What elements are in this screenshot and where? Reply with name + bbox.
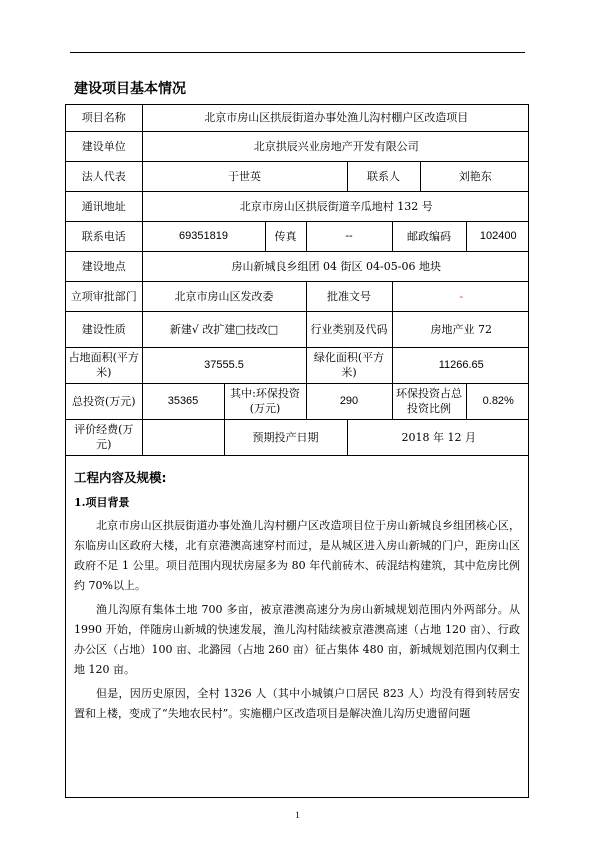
table-row — [66, 281, 529, 311]
page-number: 1 — [295, 810, 300, 820]
table-row — [66, 131, 529, 161]
env-ratio-label: 环保投资占总投资比例 — [392, 383, 466, 419]
postcode-value: 102400 — [466, 221, 529, 251]
table-row — [66, 251, 529, 281]
table-row — [66, 347, 529, 383]
paragraph: 但是，因历史原因，全村 1326 人（其中小城镇户口居民 823 人）均没有得到转居安置和上楼，变成了“失地农民村”。实施棚户区改造项目是解决渔儿沟历史遗留问题 — [74, 686, 520, 720]
approval-dept-label: 立项审批部门 — [66, 281, 142, 311]
total-invest-value: 35365 — [142, 383, 224, 419]
builder-label: 建设单位 — [66, 131, 142, 161]
builder-value: 北京拱辰兴业房地产开发有限公司 — [142, 131, 529, 161]
industry-value: 房地产业 72 — [392, 311, 529, 347]
fax-label: 传真 — [265, 221, 306, 251]
table-row — [66, 221, 529, 251]
eval-fee-value — [142, 419, 224, 455]
info-frame — [65, 104, 529, 798]
approval-no-value: - — [392, 281, 529, 311]
legal-rep-label: 法人代表 — [66, 161, 142, 191]
table-row — [66, 191, 529, 221]
start-date-value: 2018 年 12 月 — [347, 419, 529, 455]
start-date-label: 预期投产日期 — [224, 419, 347, 455]
contact-label: 联系人 — [347, 161, 420, 191]
legal-rep-value: 于世英 — [142, 161, 347, 191]
env-ratio-value: 0.82% — [466, 383, 529, 419]
fax-value: -- — [306, 221, 392, 251]
site-label: 建设地点 — [66, 251, 142, 281]
env-invest-value: 290 — [306, 383, 392, 419]
project-content — [66, 468, 528, 724]
content-subtitle: 1.项目背景 — [74, 495, 130, 509]
table-row — [66, 383, 529, 419]
header-rule — [70, 52, 525, 53]
green-area-value: 11266.65 — [392, 347, 529, 383]
phone-label: 联系电话 — [66, 221, 142, 251]
table-row — [66, 311, 529, 347]
env-invest-label: 其中:环保投资(万元) — [224, 383, 306, 419]
postcode-label: 邮政编码 — [392, 221, 466, 251]
industry-label: 行业类别及代码 — [306, 311, 392, 347]
table-row — [66, 105, 529, 131]
project-name-label: 项目名称 — [66, 105, 142, 131]
total-invest-label: 总投资(万元) — [66, 383, 142, 419]
site-value: 房山新城良乡组团 04 街区 04-05-06 地块 — [142, 251, 529, 281]
address-value: 北京市房山区拱辰街道辛瓜地村 132 号 — [142, 191, 529, 221]
green-area-label: 绿化面积(平方米) — [306, 347, 392, 383]
table-row — [66, 419, 529, 455]
paragraph: 北京市房山区拱辰街道办事处渔儿沟村棚户区改造项目位于房山新城良乡组团核心区，东临房山区政府大楼，北有京港澳高速穿村而过，是从城区进入房山新城的门户，距房山区政府不足 1 公里。项目范围内现状房屋多为 80 年代前砖木、砖混结构建筑，其中危房比例约 70%以上。 — [74, 518, 520, 592]
eval-fee-label: 评价经费(万元) — [66, 419, 142, 455]
land-area-label: 占地面积(平方米) — [66, 347, 142, 383]
nature-label: 建设性质 — [66, 311, 142, 347]
page-title: 建设项目基本情况 — [74, 81, 186, 97]
project-name-value: 北京市房山区拱辰街道办事处渔儿沟村棚户区改造项目 — [142, 105, 529, 131]
approval-no-label: 批准文号 — [306, 281, 392, 311]
content-title: 工程内容及规模: — [74, 469, 167, 485]
land-area-value: 37555.5 — [142, 347, 306, 383]
paragraph: 渔儿沟原有集体土地 700 多亩，被京港澳高速分为房山新城规划范围内外两部分。从 1990 开始，伴随房山新城的快速发展，渔儿沟村陆续被京港澳高速（占地 120 亩）、行政办公区（占地）100 亩、北潞园（占地 260 亩）征占集体 480 亩，新城规划范围内仅剩土地 120 亩。 — [74, 602, 520, 676]
approval-dept-value: 北京市房山区发改委 — [142, 281, 306, 311]
table-row — [66, 161, 529, 191]
address-label: 通讯地址 — [66, 191, 142, 221]
nature-value: 新建√ 改扩建□技改□ — [142, 311, 306, 347]
contact-value: 刘艳东 — [420, 161, 529, 191]
project-info-table — [66, 105, 529, 456]
phone-value: 69351819 — [142, 221, 265, 251]
